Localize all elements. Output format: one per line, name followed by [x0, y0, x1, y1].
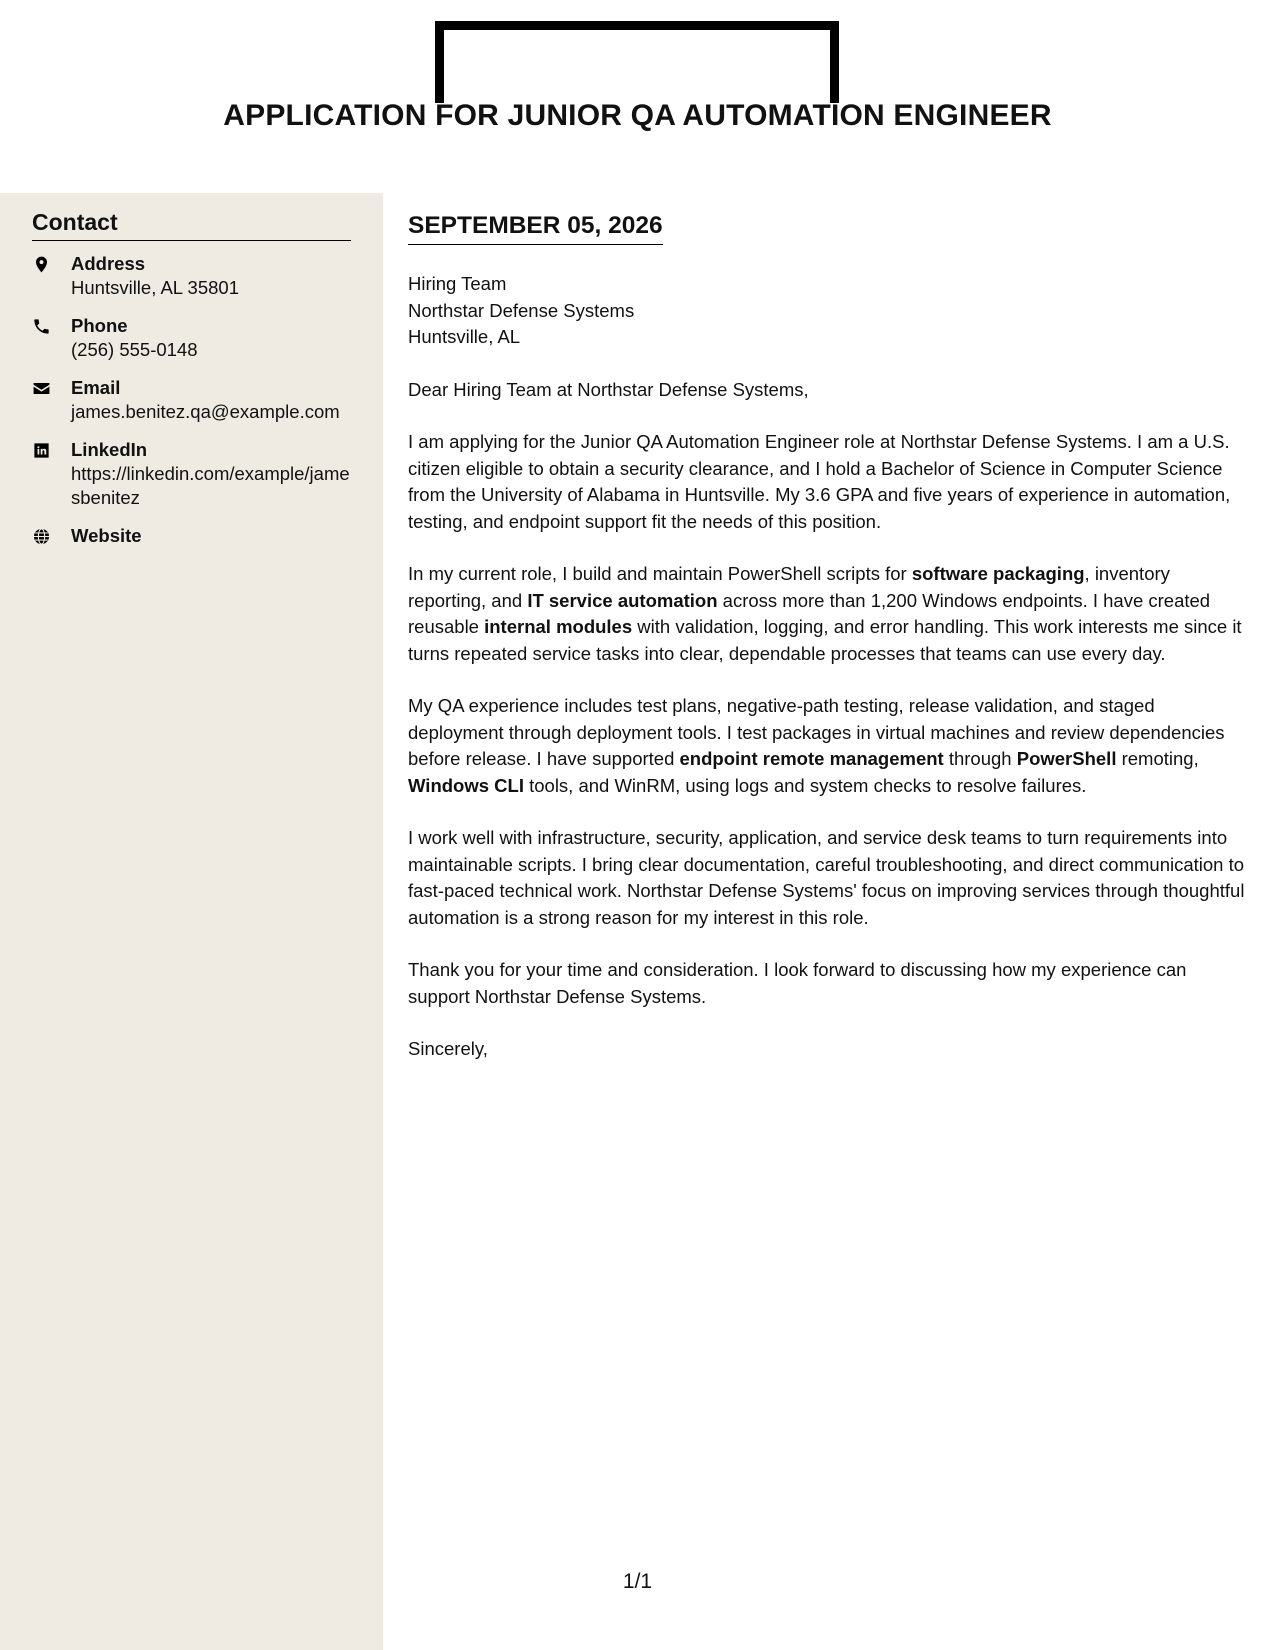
text-run: across more than 1,200 Windows endpoints. I have created reusable — [408, 589, 1211, 637]
letter-paragraph — [408, 693, 1248, 799]
text-run: In my current role, I build and maintain PowerShell scripts for — [408, 563, 912, 584]
contact-label[interactable]: Website — [71, 525, 142, 546]
contact-item-address — [32, 252, 352, 300]
bold-phrase: IT service automation — [527, 589, 718, 611]
closing: Sincerely, — [408, 1038, 488, 1059]
recipient-line: Huntsville, AL — [408, 326, 521, 347]
text-run: through — [943, 748, 1017, 769]
letter-paragraph — [408, 429, 1248, 535]
contact-sidebar — [0, 193, 383, 1650]
bold-phrase: endpoint remote management — [679, 748, 944, 769]
bold-phrase: Windows CLI — [408, 774, 524, 796]
globe-icon — [32, 524, 71, 548]
text-run: Thank you for your time and consideration. I look forward to discussing how my experience can support Northstar Defense Systems. — [408, 959, 1187, 1007]
recipient-block — [408, 271, 1248, 351]
text-run: I work well with infrastructure, security, application, and service desk teams to turn requirements into maintainable scripts. I bring clear documentation, careful troubleshooting, and direct communication to fast-paced technical work. Northstar Defense Systems' focus on improving services through thoughtful automation is a strong reason for my interest in this role. — [408, 827, 1245, 928]
recipient-line: Hiring Team — [408, 273, 507, 294]
contact-label: Address — [71, 253, 146, 274]
text-run: I am applying for the Junior QA Automation Engineer role at Northstar Defense Systems. I am a U.S. citizen eligible to obtain a security clearance, and I hold a Bachelor of Science in Computer Science from the University of Alabama in Huntsville. My 3.6 GPA and five years of experience in automation, testing, and endpoint support fit the needs of this position. — [408, 431, 1231, 532]
text-run: My QA experience includes test plans, negative-path testing, release validation, and staged deployment through deployment tools. I test packages in virtual machines and review dependencies before release. I have supported — [408, 695, 1225, 769]
envelope-icon — [32, 376, 71, 424]
contact-linkedin-value[interactable]: https://linkedin.com/example/jamesbenitez — [71, 463, 350, 508]
letter-paragraph — [408, 825, 1248, 931]
text-run: with validation, logging, and error handling. This work interests me since it turns repeated service tasks into clear, dependable processes that teams can use every day. — [408, 616, 1242, 664]
contact-list — [32, 252, 352, 562]
letter-paragraphs — [408, 429, 1248, 1010]
contact-item-linkedin — [32, 438, 352, 510]
contact-label: LinkedIn — [71, 439, 148, 460]
recipient-line: Northstar Defense Systems — [408, 299, 635, 321]
phone-icon — [32, 314, 71, 362]
letter-paragraph — [408, 561, 1248, 667]
page-header — [0, 0, 1275, 193]
contact-item-email — [32, 376, 352, 424]
contact-item-phone — [32, 314, 352, 362]
page-title: APPLICATION FOR JUNIOR QA AUTOMATION ENGINEER — [223, 99, 1052, 132]
salutation: Dear Hiring Team at Northstar Defense Systems, — [408, 378, 809, 400]
contact-email-value[interactable]: james.benitez.qa@example.com — [71, 401, 340, 422]
letter-paragraph — [408, 957, 1248, 1010]
contact-heading: Contact — [32, 209, 351, 241]
header-bracket-decoration — [435, 21, 839, 103]
bold-phrase: software packaging — [911, 563, 1085, 584]
linkedin-icon — [32, 438, 71, 510]
map-pin-icon — [32, 252, 71, 300]
bold-phrase: PowerShell — [1016, 748, 1117, 769]
page-number: 1/1 — [622, 1570, 653, 1593]
bold-phrase: internal modules — [484, 616, 633, 637]
contact-label: Phone — [71, 315, 128, 336]
contact-item-website — [32, 524, 352, 548]
letter-text — [408, 271, 1248, 1089]
text-run: , inventory reporting, and — [408, 563, 1170, 611]
contact-phone-value: (256) 555-0148 — [71, 339, 198, 360]
text-run: tools, and WinRM, using logs and system checks to resolve failures. — [523, 774, 1087, 796]
letter-date: SEPTEMBER 05, 2026 — [408, 212, 663, 245]
text-run: remoting, — [1116, 748, 1199, 769]
contact-label: Email — [71, 377, 121, 398]
contact-address-value: Huntsville, AL 35801 — [71, 277, 239, 298]
